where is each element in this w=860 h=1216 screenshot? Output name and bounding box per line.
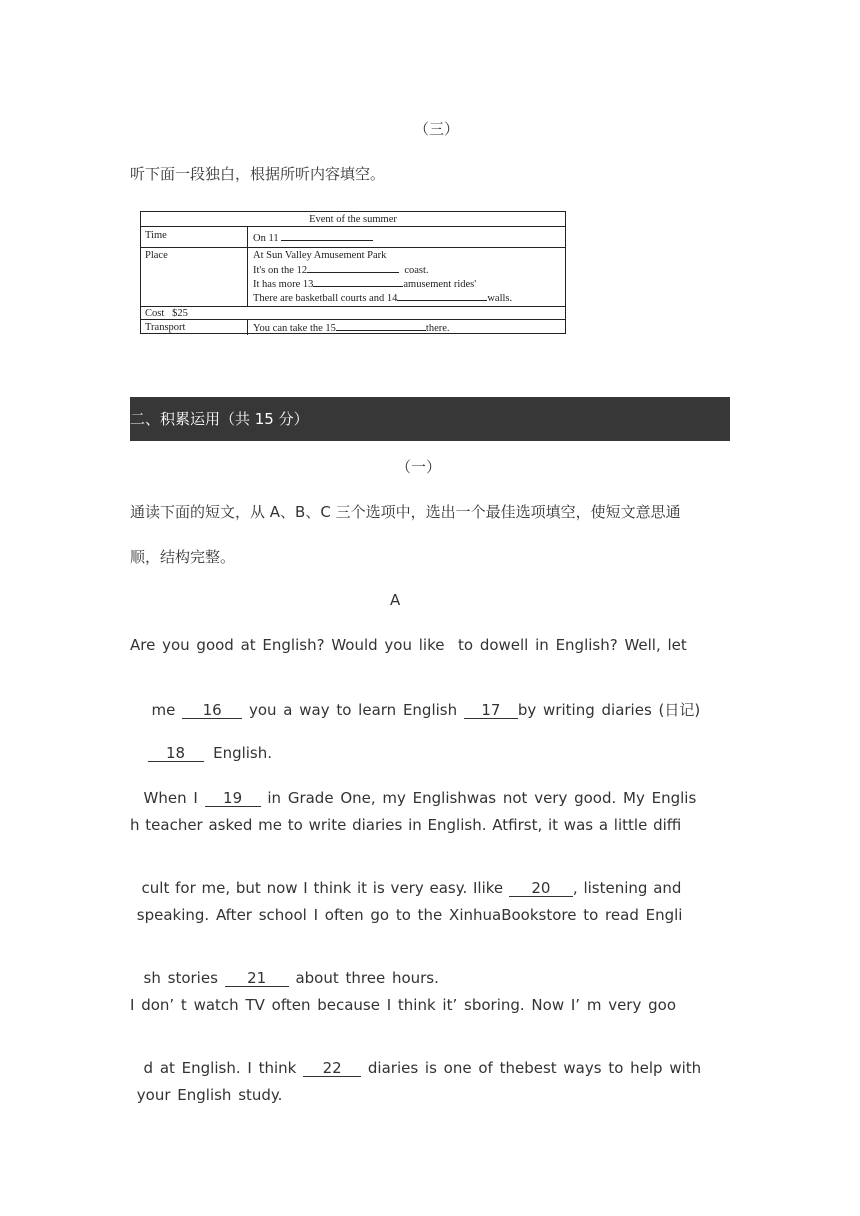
passage-line: cult for me, but now I think it is very easy. Ilike 20 , listening and	[141, 879, 682, 897]
blank-19[interactable]: 19	[205, 791, 261, 807]
passage-label: A	[390, 591, 401, 609]
place-line-1: At Sun Valley Amusement Park	[253, 250, 387, 261]
part3-heading: （三）	[414, 120, 460, 138]
transport-label: Transport	[145, 322, 186, 333]
passage-line: I don’ t watch TV often because I think it’ sboring. Now I’ m very goo	[130, 996, 676, 1014]
passage-line: speaking. After school I often go to the XinhuaBookstore to read Engli	[130, 906, 683, 924]
cloze-instruction-line-2: 顺，结构完整。	[130, 548, 236, 566]
blank-16[interactable]: 16	[182, 703, 242, 719]
passage-line: Are you good at English? Would you like to dowell in English? Well, let	[130, 636, 687, 654]
listening-instruction: 听下面一段独白，根据所听内容填空。	[130, 165, 386, 183]
passage-line: me 16 you a way to learn English 17 by writing diaries (日记)	[151, 701, 701, 719]
blank-17[interactable]: 17	[464, 703, 518, 719]
passage-line: 18 English.	[138, 726, 272, 762]
passage-line: your English study.	[130, 1086, 283, 1104]
blank-18[interactable]: 18	[148, 746, 204, 762]
place-line-2: It's on the 12 coast.	[253, 265, 429, 276]
event-table	[140, 211, 566, 334]
passage-line: sh stories 21 about three hours.	[143, 969, 439, 987]
place-line-3: It has more 13 amusement rides'	[253, 279, 477, 290]
cost-row: Cost $25	[145, 308, 188, 319]
passage-line: d at English. I think 22 diaries is one of thebest ways to help with	[143, 1059, 702, 1077]
time-label: Time	[145, 230, 167, 241]
passage-line: When I 19 in Grade One, my Englishwas not very good. My Englis	[143, 789, 697, 807]
place-line-4: There are basketball courts and 14 walls.	[253, 293, 513, 304]
table-title: Event of the summer	[309, 214, 397, 225]
place-label: Place	[145, 250, 168, 261]
part1-heading: （一）	[396, 458, 442, 476]
time-value: On 11	[253, 231, 373, 245]
transport-value: You can take the 15 there.	[253, 323, 450, 334]
blank-21[interactable]: 21	[225, 971, 289, 987]
section-2-title-bar	[130, 397, 730, 441]
cloze-instruction-line-1: 通读下面的短文，从 A、B、C 三个选项中，选出一个最佳选项填空，使短文意思通	[130, 503, 681, 521]
blank-22[interactable]: 22	[303, 1061, 361, 1077]
section-2-title: 二、积累运用（共 15 分）	[130, 410, 309, 428]
passage-line: h teacher asked me to write diaries in English. Atfirst, it was a little diffi	[130, 816, 682, 834]
blank-20[interactable]: 20	[509, 881, 573, 897]
